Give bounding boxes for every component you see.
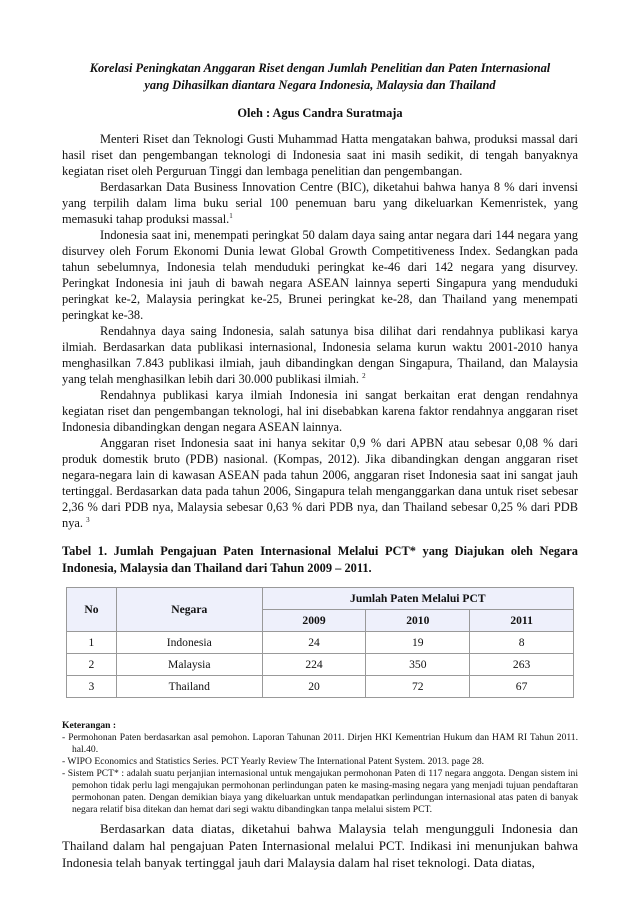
cell-value: 263 bbox=[470, 654, 574, 676]
cell-value: 224 bbox=[262, 654, 366, 676]
header-year-2010: 2010 bbox=[366, 610, 470, 632]
table-row bbox=[67, 632, 574, 654]
paragraph-2: Berdasarkan Data Business Innovation Centre (BIC), diketahui bahwa hanya 8 % dari invensi yang terpilih dalam lima buku serial 100 penemuan baru yang dikeluarkan Kemenristek, yang memasuki tahap produksi massal.$^1$ bbox=[62, 180, 578, 226]
paragraph-3: Indonesia saat ini, menempati peringkat 50 dalam daya saing antar negara dari 144 negara yang disurvey oleh Forum Ekonomi Dunia lewat Global Growth Competitiveness Index. Sedangkan pada tahun sebelumnya, Indonesia telah menduduki peringkat ke-46 dari 142 negara yang disurvey. Peringkat Indonesia ini jauh di bawah negara ASEAN lainnya seperti Singapura yang menduduki peringkat ke-2, Malaysia peringkat ke-25, Brunei peringkat ke-28, dan Thailand yang menempati peringkat ke-38. bbox=[62, 228, 578, 322]
paragraph-6: Anggaran riset Indonesia saat ini hanya sekitar 0,9 % dari APBN atau sebesar 0,08 % dari produk domestik bruto (PDB) nasional. (Kompas, 2012). Jika dibandingkan dengan anggaran riset negara-negara lain di kawasan ASEAN pada tahun 2006, anggaran riset Indonesia saat ini sangat jauh tertinggal. Berdasarkan data pada tahun 2006, Singapura telah menganggarkan dana untuk riset sebesar 2,36 % dari PDB nya, Malaysia sebesar 0,63 % dari PDB nya, dan Thailand sebesar 0,25 % dari PDB nya. $^3$ bbox=[62, 436, 578, 530]
footnote-ref-1: 1 bbox=[229, 211, 233, 220]
header-no: No bbox=[67, 588, 117, 632]
cell-value: 350 bbox=[366, 654, 470, 676]
author-line: Oleh : Agus Candra Suratmaja bbox=[237, 106, 403, 120]
cell-value: 67 bbox=[470, 676, 574, 698]
paragraph-4: Rendahnya daya saing Indonesia, salah satunya bisa dilihat dari rendahnya publikasi karya ilmiah. Berdasarkan data publikasi internasional, Indonesia selama kurun waktu 2001-2010 hanya menghasilkan 7.843 publikasi ilmiah, jauh dibandingkan dengan Singapura, Thailand, dan Malaysia yang telah menghasilkan lebih dari 30.000 publikasi ilmiah. $^2$ bbox=[62, 324, 578, 386]
header-year-2009: 2009 bbox=[262, 610, 366, 632]
document-page bbox=[62, 60, 578, 884]
table-row bbox=[67, 654, 574, 676]
cell-no: 1 bbox=[67, 632, 117, 654]
cell-value: 8 bbox=[470, 632, 574, 654]
cell-no: 3 bbox=[67, 676, 117, 698]
title-line-2: yang Dihasilkan diantara Negara Indonesia, Malaysia dan Thailand bbox=[144, 78, 496, 92]
title-line-1: Korelasi Peningkatan Anggaran Riset dengan Jumlah Penelitian dan Paten Internasional bbox=[89, 61, 551, 75]
document-title bbox=[62, 60, 578, 94]
cell-negara: Indonesia bbox=[116, 632, 262, 654]
cell-value: 20 bbox=[262, 676, 366, 698]
note-item: - Sistem PCT* : adalah suatu perjanjian internasional untuk mengajukan permohonan Paten di 117 negara anggota. Dengan sistem ini pemohon tidak perlu lagi mengajukan permohonan perlindungan paten ke masing-masing negara yang menjadi tujuan pendaftaran permohonan paten. Dengan demikian biaya yang dikeluarkan untuk mendapatkan perlindungan internasional atas paten di banyak negara relatif bisa ditekan dan hemat dari segi waktu dibandingkan tanpa melalui sistem PCT. bbox=[62, 768, 578, 815]
cell-negara: Thailand bbox=[116, 676, 262, 698]
cell-no: 2 bbox=[67, 654, 117, 676]
footnote-ref-3: 3 bbox=[86, 515, 90, 524]
note-item: - Permohonan Paten berdasarkan asal pemohon. Laporan Tahunan 2011. Dirjen HKI Kementrian Hukum dan HAM RI Tahun 2011. hal.40. bbox=[62, 732, 578, 755]
patent-table bbox=[66, 587, 574, 698]
table-notes bbox=[62, 720, 578, 816]
notes-heading: Keterangan : bbox=[62, 720, 117, 731]
cell-negara: Malaysia bbox=[116, 654, 262, 676]
note-item: - WIPO Economics and Statistics Series. PCT Yearly Review The International Patent System. 2013. page 28. bbox=[62, 756, 485, 767]
table-row bbox=[67, 676, 574, 698]
table-caption: Tabel 1. Jumlah Pengajuan Paten Internasional Melalui PCT* yang Diajukan oleh Negara Indonesia, Malaysia dan Thailand dari Tahun 2009 – 2011. bbox=[62, 544, 578, 575]
cell-value: 24 bbox=[262, 632, 366, 654]
closing-paragraph: Berdasarkan data diatas, diketahui bahwa Malaysia telah mengungguli Indonesia dan Thailand dalam hal pengajuan Paten Internasional melalui PCT. Indikasi ini menunjukan bahwa Indonesia telah banyak tertinggal jauh dari Malaysia dalam hal riset teknologi. Data diatas, bbox=[62, 821, 578, 870]
header-negara: Negara bbox=[116, 588, 262, 632]
footnote-ref-2: 2 bbox=[362, 371, 366, 380]
header-jumlah-paten: Jumlah Paten Melalui PCT bbox=[262, 588, 573, 610]
table-header-row bbox=[67, 588, 574, 610]
cell-value: 19 bbox=[366, 632, 470, 654]
body-text bbox=[62, 131, 578, 531]
paragraph-1: Menteri Riset dan Teknologi Gusti Muhammad Hatta mengatakan bahwa, produksi massal dari hasil riset dan pengembangan teknologi di Indonesia saat ini masih sedikit, di tengah banyaknya kegiatan riset oleh Perguruan Tinggi dan lembaga penelitian dan pengembangan. bbox=[62, 132, 578, 178]
paragraph-5: Rendahnya publikasi karya ilmiah Indonesia ini sangat berkaitan erat dengan rendahnya kegiatan riset dan pengembangan teknologi, hal ini disebabkan karena faktor rendahnya anggaran riset Indonesia dibandingkan dengan negara ASEAN lainnya. bbox=[62, 388, 578, 434]
header-year-2011: 2011 bbox=[470, 610, 574, 632]
cell-value: 72 bbox=[366, 676, 470, 698]
